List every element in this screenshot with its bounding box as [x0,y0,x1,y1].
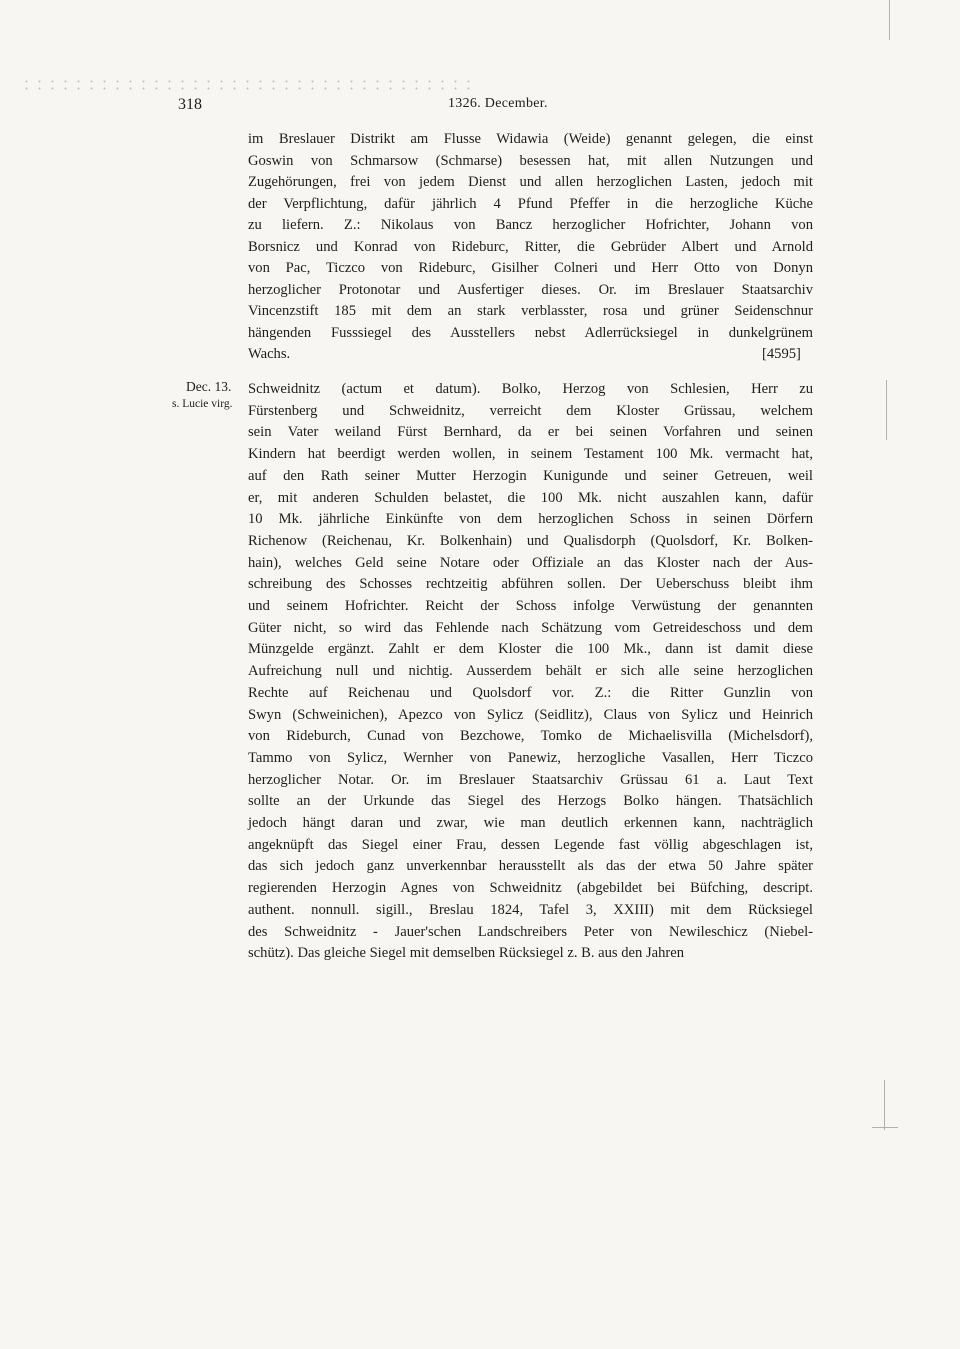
text-line: Aufreichung null und nichtig. Ausserdem behält er sich alle seine herzoglichen [248,663,813,680]
scan-edge-tick [872,1127,898,1128]
scan-edge-line-right [886,380,887,440]
margin-feast: s. Lucie virg. [172,398,233,410]
margin-date: Dec. 13. [186,379,232,394]
text-line: und seinem Hofrichter. Reicht der Schoss infolge Verwüstung der genannten [248,598,813,614]
text-line: sein Vater weiland Fürst Bernhard, da er bei seinen Vorfahren und seinen [248,424,813,441]
text-line: Goswin von Schmarsow (Schmarse) besessen hat, mit allen Nutzungen und [248,152,813,169]
text-line: hain), welches Geld seine Notare oder Offiziale an das Kloster nach der Aus- [248,554,813,571]
text-line: herzoglicher Protonotar und Ausfertiger dieses. Or. im Breslauer Staatsarchiv [248,281,813,298]
text-line: Schweidnitz (actum et datum). Bolko, Herzog von Schlesien, Herr zu [248,381,813,397]
text-line: von Pac, Ticzco von Rideburc, Gisilher Colneri und Herr Otto von Donyn [248,260,813,276]
text-line: Vincenzstift 185 mit dem an stark verblasster, rosa und grüner Seidenschnur [248,303,813,319]
text-line: Münzgelde ergänzt. Zahlt er dem Kloster die 100 Mk., dann ist damit diese [248,641,813,658]
scan-noise [20,78,480,92]
text-line: Tammo von Sylicz, Wernher von Panewiz, herzogliche Vasallen, Herr Ticzco [248,749,813,766]
scan-edge-line-top [889,0,890,40]
text-line: schreibung des Schosses rechtzeitig abführen sollen. Der Ueberschuss bleibt ihm [248,576,813,593]
text-line: das sich jedoch ganz unverkennbar herausstellt als das der etwa 50 Jahre später [248,858,813,875]
text-line: er, mit anderen Schulden belastet, die 100 Mk. nicht auszahlen kann, dafür [248,489,813,506]
page-number: 318 [178,96,202,113]
text-line: zu liefern. Z.: Nikolaus von Bancz herzoglicher Hofrichter, Johann von [248,217,813,233]
text-line: herzoglicher Notar. Or. im Breslauer Staatsarchiv Grüssau 61 a. Laut Text [248,771,813,788]
text-line: Borsnicz und Konrad von Rideburc, Ritter, die Gebrüder Albert und Arnold [248,238,813,255]
text-line: Güter nicht, so wird das Fehlende nach Schätzung vom Getreideschoss und dem [248,619,813,636]
record-number: [4595] [762,346,801,362]
text-line: des Schweidnitz - Jauer'schen Landschreibers Peter von Newileschicz (Niebel- [248,923,813,940]
text-line: von Rideburch, Cunad von Bezchowe, Tomko de Michaelisvilla (Michelsdorf), [248,728,813,745]
text-line: Fürstenberg und Schweidnitz, verreicht dem Kloster Grüssau, welchem [248,402,813,419]
text-line: Zugehörungen, frei von jedem Dienst und allen herzoglichen Lasten, jedoch mit [248,174,813,190]
paragraph-1-last-line: Wachs. [248,346,291,362]
text-line: Swyn (Schweinichen), Apezco von Sylicz (Seidlitz), Claus von Sylicz und Heinrich [248,706,813,723]
text-line: 10 Mk. jährliche Einkünfte von dem herzoglichen Schoss in seinen Dörfern [248,511,813,528]
text-line: jedoch hängt daran und zwar, wie man deutlich erkennen kann, nachträglich [248,815,813,831]
text-line: regierenden Herzogin Agnes von Schweidnitz (abgebildet bei Büfching, descript. [248,880,813,897]
text-line: sollte an der Urkunde das Siegel des Herzogs Bolko hängen. Thatsächlich [248,793,813,810]
text-line: auf den Rath seiner Mutter Herzogin Kunigunde und seiner Getreuen, weil [248,467,813,484]
scan-edge-line-bottom [884,1080,885,1130]
text-line: angeknüpft das Siegel einer Frau, dessen Legende fast völlig abgeschlagen ist, [248,836,813,853]
text-line: hängenden Fusssiegel des Ausstellers nebst Adlerrücksiegel in dunkelgrünem [248,324,813,341]
text-line: schütz). Das gleiche Siegel mit demselben Rücksiegel z. B. aus den Jahren [248,945,685,962]
text-line: im Breslauer Distrikt am Flusse Widawia (Weide) genannt gelegen, die einst [248,131,813,147]
text-line: authent. nonnull. sigill., Breslau 1824, Tafel 3, XXIII) mit dem Rücksiegel [248,901,813,918]
text-line: Rechte auf Reichenau und Quolsdorf vor. Z.: die Ritter Gunzlin von [248,684,813,701]
text-line: Kindern hat beerdigt werden wollen, in seinem Testament 100 Mk. vermacht hat, [248,446,813,463]
running-header-date: 1326. December. [448,96,548,111]
text-line: Richenow (Reichenau, Kr. Bolkenhain) und Qualisdorph (Quolsdorf, Kr. Bolken- [248,532,813,549]
text-line: der Verpflichtung, dafür jährlich 4 Pfund Pfeffer in die herzogliche Küche [248,195,813,212]
